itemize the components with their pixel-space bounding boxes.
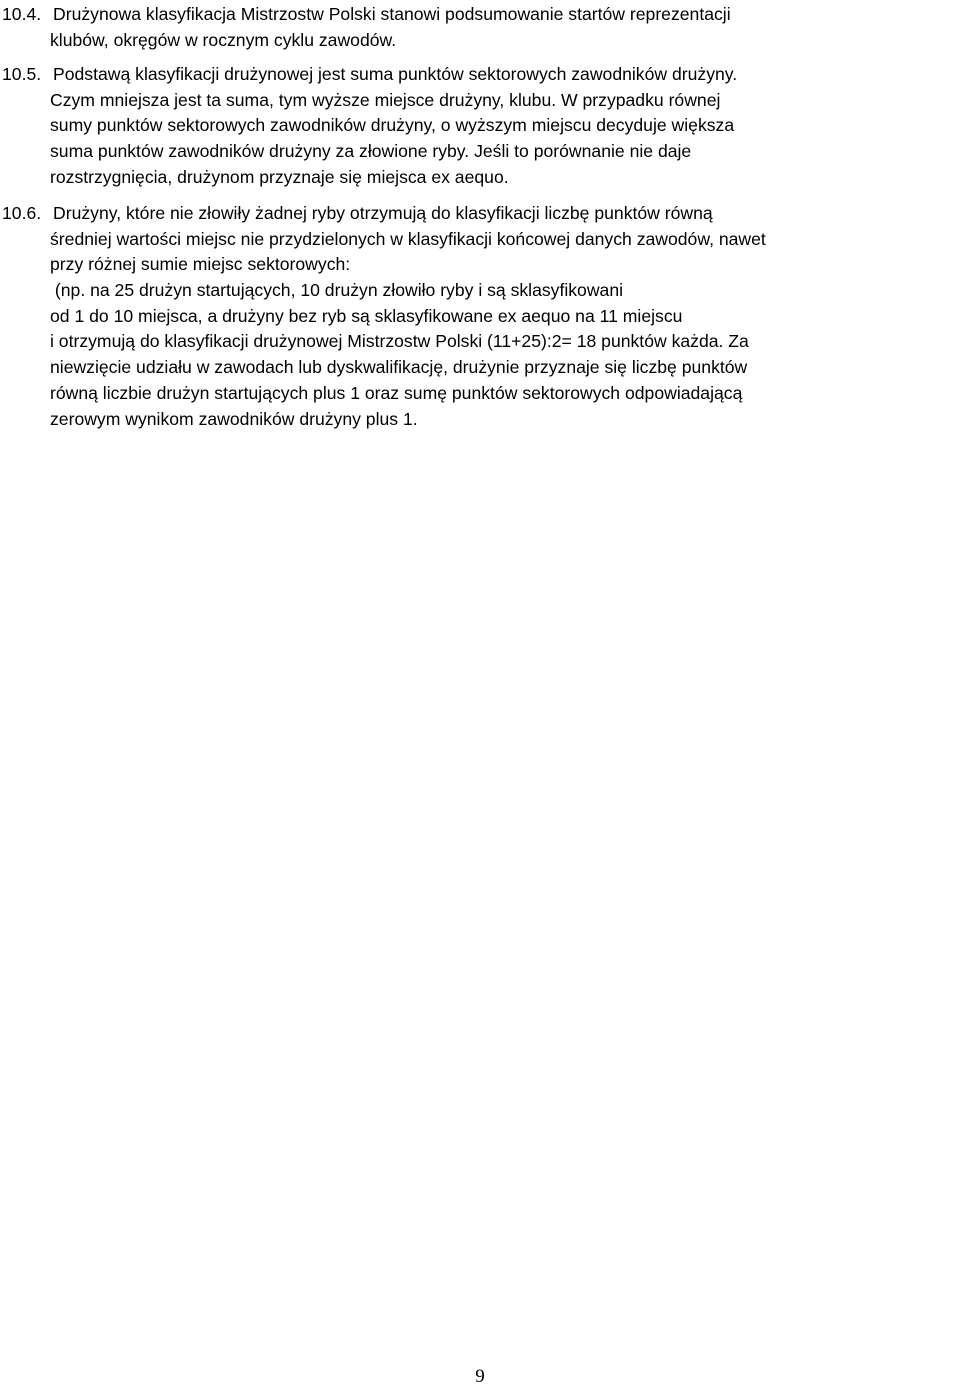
text-line: sumy punktów sektorowych zawodników drużyny, o wyższym miejscu decyduje większa: [50, 115, 735, 136]
section-body: [50, 2, 958, 53]
text-line: Czym mniejsza jest ta suma, tym wyższe miejsce drużyny, klubu. W przypadku równej: [50, 89, 721, 110]
section-number: 10.5.: [2, 64, 42, 84]
page-number: 9: [475, 1366, 485, 1387]
section-number: 10.6.: [2, 203, 42, 223]
section-body: [50, 201, 958, 432]
section-number: 10.4.: [2, 4, 42, 24]
text-line: (np. na 25 drużyn startujących, 10 drużyn złowiło ryby i są sklasyfikowani: [50, 280, 624, 301]
text-line: Podstawą klasyfikacji drużynowej jest suma punktów sektorowych zawodników drużyny.: [53, 64, 738, 84]
text-line: Drużyny, które nie złowiły żadnej ryby otrzymują do klasyfikacji liczbę punktów równą: [53, 203, 713, 223]
text-line: przy różnej sumie miejsc sektorowych:: [50, 254, 351, 275]
text-line: Drużynowa klasyfikacja Mistrzostw Polski stanowi podsumowanie startów reprezentacji: [53, 4, 731, 24]
text-line: od 1 do 10 miejsca, a drużyny bez ryb są sklasyfikowane ex aequo na 11 miejscu: [50, 305, 683, 326]
section-body: [50, 62, 958, 190]
text-line: zerowym wynikom zawodników drużyny plus 1.: [50, 408, 418, 429]
text-line: niewzięcie udziału w zawodach lub dyskwalifikację, drużynie przyznaje się liczbę punktów: [50, 357, 748, 378]
text-line: i otrzymują do klasyfikacji drużynowej Mistrzostw Polski (11+25):2= 18 punktów każda. Za: [50, 331, 749, 352]
text-line: klubów, okręgów w rocznym cyklu zawodów.: [50, 29, 397, 50]
text-line: średniej wartości miejsc nie przydzielonych w klasyfikacji końcowej danych zawodów, nawet: [50, 228, 766, 249]
text-line: równą liczbie drużyn startujących plus 1 oraz sumę punktów sektorowych odpowiadającą: [50, 382, 743, 403]
text-line: suma punktów zawodników drużyny za złowione ryby. Jeśli to porównanie nie daje: [50, 141, 692, 162]
text-line: rozstrzygnięcia, drużynom przyznaje się miejsca ex aequo.: [50, 166, 509, 187]
